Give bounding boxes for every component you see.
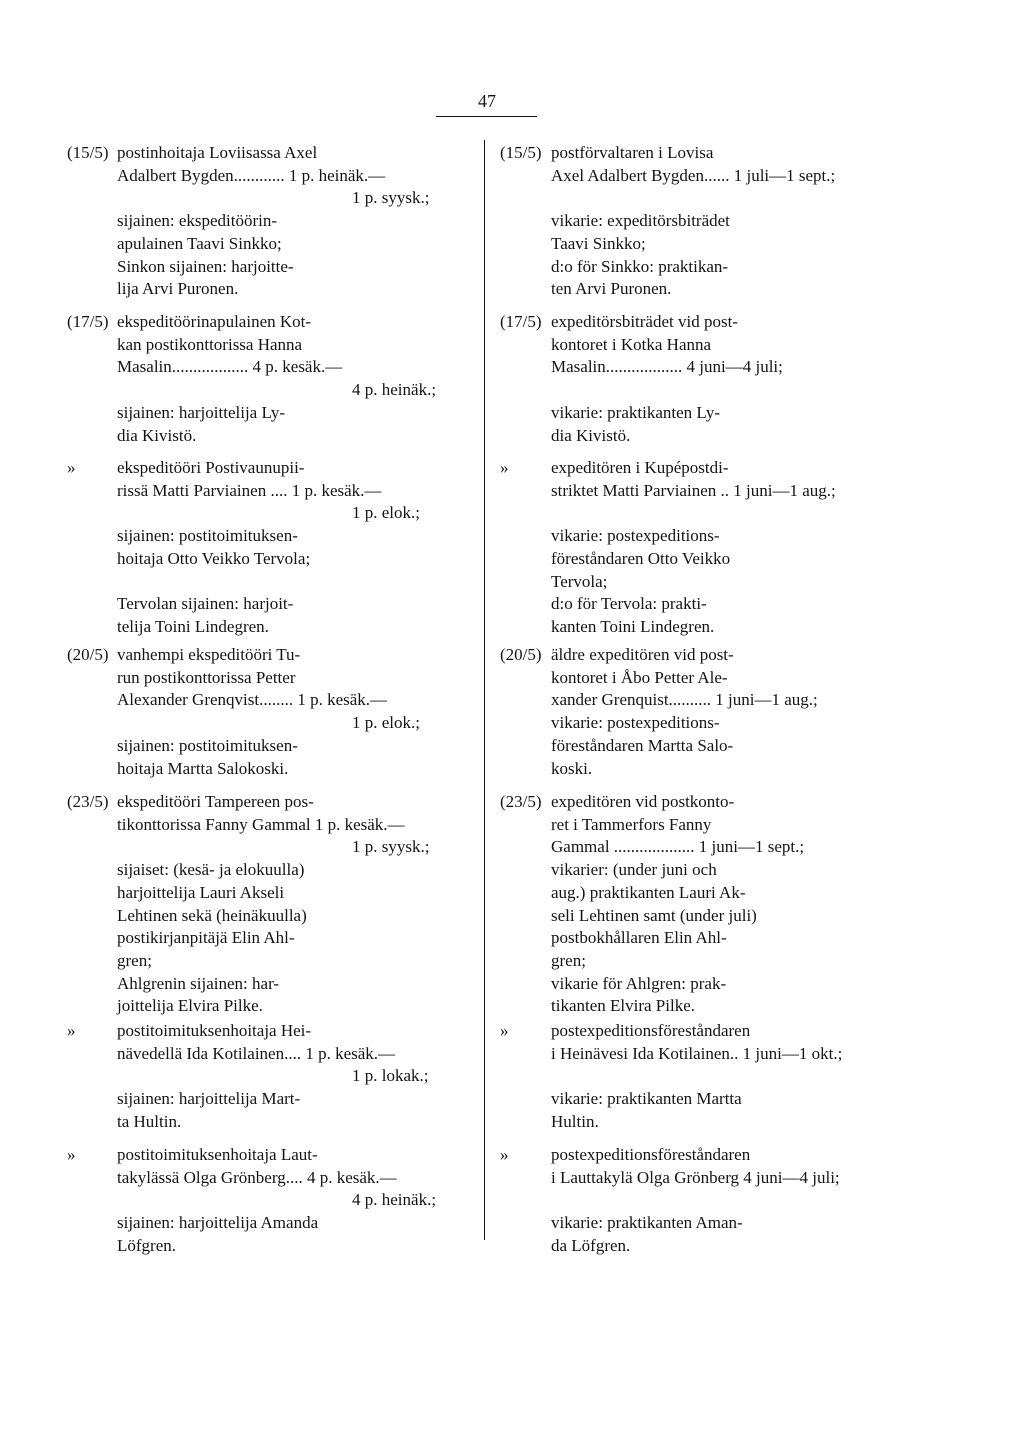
- fi-entry-line: ekspeditööri Postivaunupii-: [117, 458, 305, 477]
- sv-entry-line: Masalin.................. 4 juni—4 juli;: [551, 357, 783, 377]
- fi-entry-line: ekspeditööri Tampereen pos-: [117, 792, 314, 811]
- sv-entry-date: (23/5): [500, 792, 542, 811]
- fi-entry-line: vanhempi ekspeditööri Tu-: [117, 645, 301, 664]
- sv-entry-line: d:o för Sinkko: praktikan-: [551, 256, 729, 276]
- fi-entry-line: nävedellä Ida Kotilainen.... 1 p. kesäk.—: [117, 1043, 396, 1063]
- sv-entry-line: äldre expeditören vid post-: [551, 645, 734, 664]
- fi-entry-line: 1 p. lokak.;: [352, 1066, 429, 1086]
- sv-entry-line: i Heinävesi Ida Kotilainen.. 1 juni—1 okt.;: [551, 1043, 843, 1063]
- fi-entry-line: postitoimituksenhoitaja Hei-: [117, 1021, 312, 1040]
- fi-entry-line: hoitaja Otto Veikko Tervola;: [117, 548, 311, 568]
- sv-entry-line: vikarie: expeditörsbiträdet: [551, 211, 730, 231]
- fi-entry-line: lija Arvi Puronen.: [117, 279, 239, 299]
- fi-entry-line: rissä Matti Parviainen .... 1 p. kesäk.—: [117, 480, 382, 500]
- fi-entry-line: 1 p. syysk.;: [352, 837, 430, 857]
- fi-entry-line: run postikonttorissa Petter: [117, 667, 296, 687]
- fi-entry-line: tikonttorissa Fanny Gammal 1 p. kesäk.—: [117, 814, 405, 834]
- sv-entry-line: Axel Adalbert Bygden...... 1 juli—1 sept.;: [551, 165, 836, 185]
- fi-entry-line: sijainen: harjoittelija Ly-: [117, 402, 286, 422]
- fi-entry-line: Masalin.................. 4 p. kesäk.—: [117, 357, 343, 377]
- sv-entry-line: i Lauttakylä Olga Grönberg 4 juni—4 juli;: [551, 1167, 840, 1187]
- sv-entry-date: »: [500, 458, 509, 477]
- sv-entry-line: dia Kivistö.: [551, 425, 631, 445]
- sv-entry-date: »: [500, 1021, 509, 1040]
- sv-entry-line: Gammal ................... 1 juni—1 sept.;: [551, 837, 805, 857]
- sv-entry-date: (15/5): [500, 143, 542, 162]
- fi-entry-line: Sinkon sijainen: harjoitte-: [117, 256, 294, 276]
- fi-entry-line: gren;: [117, 950, 152, 970]
- fi-entry-date: (23/5): [67, 792, 109, 811]
- fi-entry-line: kan postikonttorissa Hanna: [117, 334, 303, 354]
- fi-entry-line: postikirjanpitäjä Elin Ahl-: [117, 928, 295, 948]
- fi-entry-line: 1 p. elok.;: [352, 713, 420, 733]
- sv-entry-line: striktet Matti Parviainen .. 1 juni—1 aug.;: [551, 480, 836, 500]
- fi-entry-line: postitoimituksenhoitaja Laut-: [117, 1145, 318, 1164]
- sv-entry-line: expeditören i Kupépostdi-: [551, 458, 729, 477]
- sv-entry-date: (17/5): [500, 312, 542, 331]
- fi-entry-line: 4 p. heinäk.;: [352, 380, 437, 400]
- header-rule: [436, 116, 537, 117]
- sv-entry-line: vikarie: praktikanten Aman-: [551, 1213, 743, 1233]
- fi-entry-line: sijainen: harjoittelija Amanda: [117, 1213, 319, 1233]
- fi-entry-date: »: [67, 1145, 76, 1164]
- fi-entry-line: 1 p. elok.;: [352, 503, 420, 523]
- sv-entry-line: tikanten Elvira Pilke.: [551, 996, 695, 1016]
- sv-entry-line: föreståndaren Martta Salo-: [551, 735, 734, 755]
- sv-entry-line: postbokhållaren Elin Ahl-: [551, 928, 727, 948]
- sv-entry-line: Hultin.: [551, 1111, 599, 1131]
- fi-entry-line: telija Toini Lindegren.: [117, 616, 269, 636]
- fi-entry-line: Löfgren.: [117, 1235, 177, 1255]
- sv-entry-line: vikarie: praktikanten Martta: [551, 1089, 742, 1109]
- fi-entry-date: (17/5): [67, 312, 109, 331]
- sv-entry-line: Taavi Sinkko;: [551, 233, 646, 253]
- sv-entry-line: vikarier: (under juni och: [551, 860, 717, 880]
- fi-entry-line: 4 p. heinäk.;: [352, 1190, 437, 1210]
- fi-entry-line: sijainen: ekspeditöörin-: [117, 211, 278, 231]
- page-number: 47: [478, 91, 496, 111]
- sv-entry-line: vikarie: postexpeditions-: [551, 526, 720, 546]
- sv-entry-line: ret i Tammerfors Fanny: [551, 814, 712, 834]
- fi-entry-line: Ahlgrenin sijainen: har-: [117, 973, 280, 993]
- fi-entry-line: apulainen Taavi Sinkko;: [117, 233, 282, 253]
- sv-entry-line: postförvaltaren i Lovisa: [551, 143, 714, 162]
- sv-entry-line: seli Lehtinen samt (under juli): [551, 905, 757, 925]
- fi-entry-line: sijaiset: (kesä- ja elokuulla): [117, 860, 305, 880]
- sv-entry-line: ten Arvi Puronen.: [551, 279, 672, 299]
- sv-entry-line: vikarie: praktikanten Ly-: [551, 402, 720, 422]
- fi-entry-line: Adalbert Bygden............ 1 p. heinäk.—: [117, 165, 386, 185]
- sv-entry-line: vikarie: postexpeditions-: [551, 713, 720, 733]
- sv-entry-line: kontoret i Åbo Petter Ale-: [551, 667, 728, 687]
- fi-entry-line: sijainen: harjoittelija Mart-: [117, 1089, 301, 1109]
- sv-entry-line: föreståndaren Otto Veikko: [551, 548, 731, 568]
- fi-entry-line: joittelija Elvira Pilke.: [117, 996, 263, 1016]
- sv-entry-line: Tervola;: [551, 571, 608, 591]
- fi-entry-line: harjoittelija Lauri Akseli: [117, 882, 285, 902]
- fi-entry-line: dia Kivistö.: [117, 425, 197, 445]
- sv-entry-line: postexpeditionsföreståndaren: [551, 1021, 751, 1040]
- sv-entry-line: d:o för Tervola: prakti-: [551, 594, 707, 614]
- fi-entry-line: sijainen: postitoimituksen-: [117, 526, 298, 546]
- fi-entry-line: Alexander Grenqvist........ 1 p. kesäk.—: [117, 690, 388, 710]
- sv-entry-line: expeditörsbiträdet vid post-: [551, 312, 738, 331]
- fi-entry-line: sijainen: postitoimituksen-: [117, 735, 298, 755]
- sv-entry-line: gren;: [551, 950, 586, 970]
- sv-entry-line: xander Grenquist.......... 1 juni—1 aug.;: [551, 690, 818, 710]
- sv-entry-line: vikarie för Ahlgren: prak-: [551, 973, 727, 993]
- sv-entry-line: kontoret i Kotka Hanna: [551, 334, 712, 354]
- fi-entry-date: (20/5): [67, 645, 109, 664]
- fi-entry-line: ta Hultin.: [117, 1111, 182, 1131]
- sv-entry-line: postexpeditionsföreståndaren: [551, 1145, 751, 1164]
- fi-entry-line: Lehtinen sekä (heinäkuulla): [117, 905, 307, 925]
- fi-entry-date: »: [67, 1021, 76, 1040]
- sv-entry-line: expeditören vid postkonto-: [551, 792, 735, 811]
- fi-entry-line: hoitaja Martta Salokoski.: [117, 758, 289, 778]
- fi-entry-date: »: [67, 458, 76, 477]
- fi-entry-line: postinhoitaja Loviisassa Axel: [117, 143, 318, 162]
- sv-entry-date: »: [500, 1145, 509, 1164]
- sv-entry-line: koski.: [551, 758, 593, 778]
- sv-entry-line: da Löfgren.: [551, 1235, 631, 1255]
- fi-entry-line: ekspeditöörinapulainen Kot-: [117, 312, 312, 331]
- fi-entry-line: takylässä Olga Grönberg.... 4 p. kesäk.—: [117, 1167, 397, 1187]
- fi-entry-date: (15/5): [67, 143, 109, 162]
- column-divider: [484, 140, 485, 1240]
- sv-entry-date: (20/5): [500, 645, 542, 664]
- fi-entry-line: 1 p. syysk.;: [352, 188, 430, 208]
- fi-entry-line: Tervolan sijainen: harjoit-: [117, 594, 294, 614]
- sv-entry-line: aug.) praktikanten Lauri Ak-: [551, 882, 746, 902]
- sv-entry-line: kanten Toini Lindegren.: [551, 616, 715, 636]
